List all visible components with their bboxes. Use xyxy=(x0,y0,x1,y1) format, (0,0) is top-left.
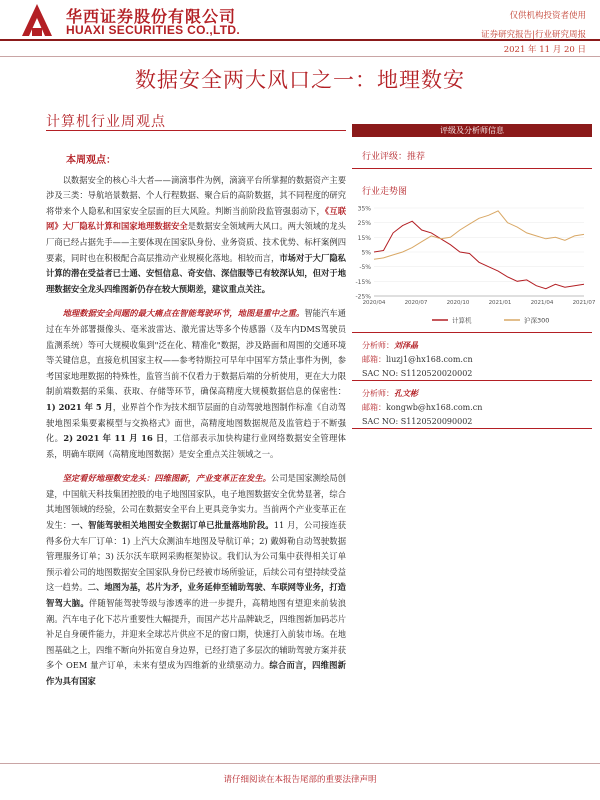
legend-label: 沪深300 xyxy=(524,316,550,325)
weekly-view-label: 本周观点： xyxy=(66,155,116,166)
sidebar-divider xyxy=(352,428,592,429)
y-tick-label: -5% xyxy=(359,264,371,272)
x-tick-label: 2020/10 xyxy=(446,300,470,306)
audience-note: 仅供机构投资者使用 xyxy=(509,11,586,21)
footer-divider xyxy=(0,763,600,764)
report-type: 证券研究报告|行业研究周报 xyxy=(481,30,586,40)
industry-rating xyxy=(362,149,425,162)
analyst-email[interactable]: liuzj1@hx168.com.cn xyxy=(386,355,473,364)
company-logo xyxy=(18,2,56,38)
x-tick-label: 2021/04 xyxy=(530,300,554,306)
sidebar-divider xyxy=(352,332,592,333)
analyst-sac: SAC NO: S1120520090002 xyxy=(362,417,473,426)
legend-label: 计算机 xyxy=(452,316,472,325)
chart-title: 行业走势图 xyxy=(362,187,408,197)
sidebar-divider xyxy=(352,380,592,381)
sidebar-divider xyxy=(352,168,592,169)
y-tick-label: -15% xyxy=(355,278,371,286)
y-tick-label: -25% xyxy=(355,293,371,301)
paragraph-3: 坚定看好地理数安龙头：四维图新，产业变革正在发生。公司是国家测绘局创建，中国航天科技集团控股的电子地图国家队，电子地图数据安全优势显著，综合其地图领域的经验，公司在数据安全平台上更具竞争实力。当前两个产业变革正在发生：一、智能驾驶相关地图安全数据订单已批量落地阶段。11 月，公司接连获得多份大车厂订单：1) 上汽大众测油车地图及导航订单；2) 戴姆勒自动驾驶数据管理服务订单；3) 沃尔沃车联网采购框架协议。我们认为公司集中获得相关订单预示着公司的地图数据安全国家队身份已经被市场所验证，后续公司有望持续受益这一趋势。二、地图为基，芯片为矛，业务延伸至辅助驾驶、车联网等业务，打造智驾大脑。伴随智能驾驶等级与渗透率的进一步提升，高精地图有望迎来前装浪潮。汽车电子化下芯片重要性大幅提升，而国产芯片品牌缺乏，四维图新加码芯片补足自身硬件能力，并迎来全球芯片供应不足的窗口期，快速打入前装市场。在地图基础之上，四维不断向外拓宽自身边界，已经打造了多层次的辅助驾驶方案并获多个 OEM 量产订单，未来有望成为四维新的业绩驱动力。综合而言，四维图新作为具有国家 xyxy=(46,473,346,686)
report-title: 数据安全两大风口之一：地理数安 xyxy=(135,68,465,92)
main-body xyxy=(46,153,346,690)
legal-footer: 请仔细阅读在本报告尾部的重要法律声明 xyxy=(223,775,377,785)
company-name-cn: 华西证券股份有限公司 xyxy=(66,7,237,26)
industry-trend-chart xyxy=(352,200,596,328)
analyst-name: 刘泽晶 xyxy=(394,340,418,350)
x-tick-label: 2020/04 xyxy=(362,300,386,306)
paragraph-2: 地理数据安全问题的最大痛点在智能驾驶环节，地图是重中之重。智能汽车通过在车外部署摄像头、毫米波雷达、激光雷达等多个传感器（及车内DMS驾驶员监测系统）等可大规模收集到"泛在化、精准化"数据，涉及路面和周围的交通环境等关键信息，直接危机国家主权——参考特斯拉可早年中国军方禁止事件为例，参考国家地理数据的特殊性，监管当前不仅看力于数据后端的分析使用，更在大力限制前端数据的采集、获取、存储等环节，确保高精度大规模数据信息的保密性：1) 2021 年 5 月，业界首个作为技术细节层面的自动驾驶地图制作标准《自动驾驶地图采集要素模型与交换格式》面世，高精度地图数据规范及监管趋于不断强化。2) 2021 年 11 月 16 日，工信部表示加快构建行业网络数据安全管理体系，明确车联网（高精度地图数据）是安全重点关注领域之一。 xyxy=(46,308,346,459)
rating-value: 推荐 xyxy=(407,152,426,162)
analyst-sac: SAC NO: S1120520020002 xyxy=(362,369,473,378)
rating-info-band: 评级及分析师信息 xyxy=(352,124,592,137)
analyst-name: 孔文彬 xyxy=(394,388,418,398)
paragraph-1: 以数据安全的核心斗大者——滴滴事件为例，滴滴平台所掌握的数据资产主要涉及三类：导航培景数据、个人行程数据、聚合后的高阶数据，其不同程度的研究将带来个人隐私和国家安全层面的巨大风险。判断当前阶段监管强弱动下，《互联网》大厂隐私计算和国家地理数据安全是数据安全领域两大风口。两大领域的龙头厂商已经占据先手——主要体现在国家队身份、业务资质、技术优势、标杆案例四要素，同时也在积极配合高层推动产业规模化落地。相较而言，市场对于大厂隐私计算的潜在受益者已士通、安恒信息、奇安信、深信服等已有较深认知，但对于地理数据安全龙头四维图新仍存在较大预期差，建议重点关注。 xyxy=(46,174,346,294)
company-name-en: HUAXI SECURITIES CO.,LTD. xyxy=(66,23,240,37)
section-title: 计算机行业周观点 xyxy=(46,114,166,130)
analyst-email[interactable]: kongwb@hx168.com.cn xyxy=(386,403,483,412)
rating-label: 行业评级： xyxy=(362,152,408,162)
y-tick-label: 35% xyxy=(357,205,371,213)
subheader-divider xyxy=(0,56,600,57)
y-tick-label: 25% xyxy=(357,220,371,228)
y-tick-label: 15% xyxy=(357,234,371,242)
x-tick-label: 2021/07 xyxy=(572,300,596,306)
analyst-card: 分析师：孔文彬 邮箱：kongwb@hx168.com.cn SAC NO: S1120520090002 xyxy=(362,386,482,429)
report-date: 2021 年 11 月 20 日 xyxy=(503,45,586,55)
analyst-card: 分析师：刘泽晶 邮箱：liuzj1@hx168.com.cn SAC NO: S1120520020002 xyxy=(362,338,473,381)
section-underline xyxy=(46,130,346,131)
x-tick-label: 2021/01 xyxy=(488,300,512,306)
series-line xyxy=(374,221,584,289)
y-tick-label: 5% xyxy=(361,249,371,257)
x-tick-label: 2020/07 xyxy=(404,300,428,306)
